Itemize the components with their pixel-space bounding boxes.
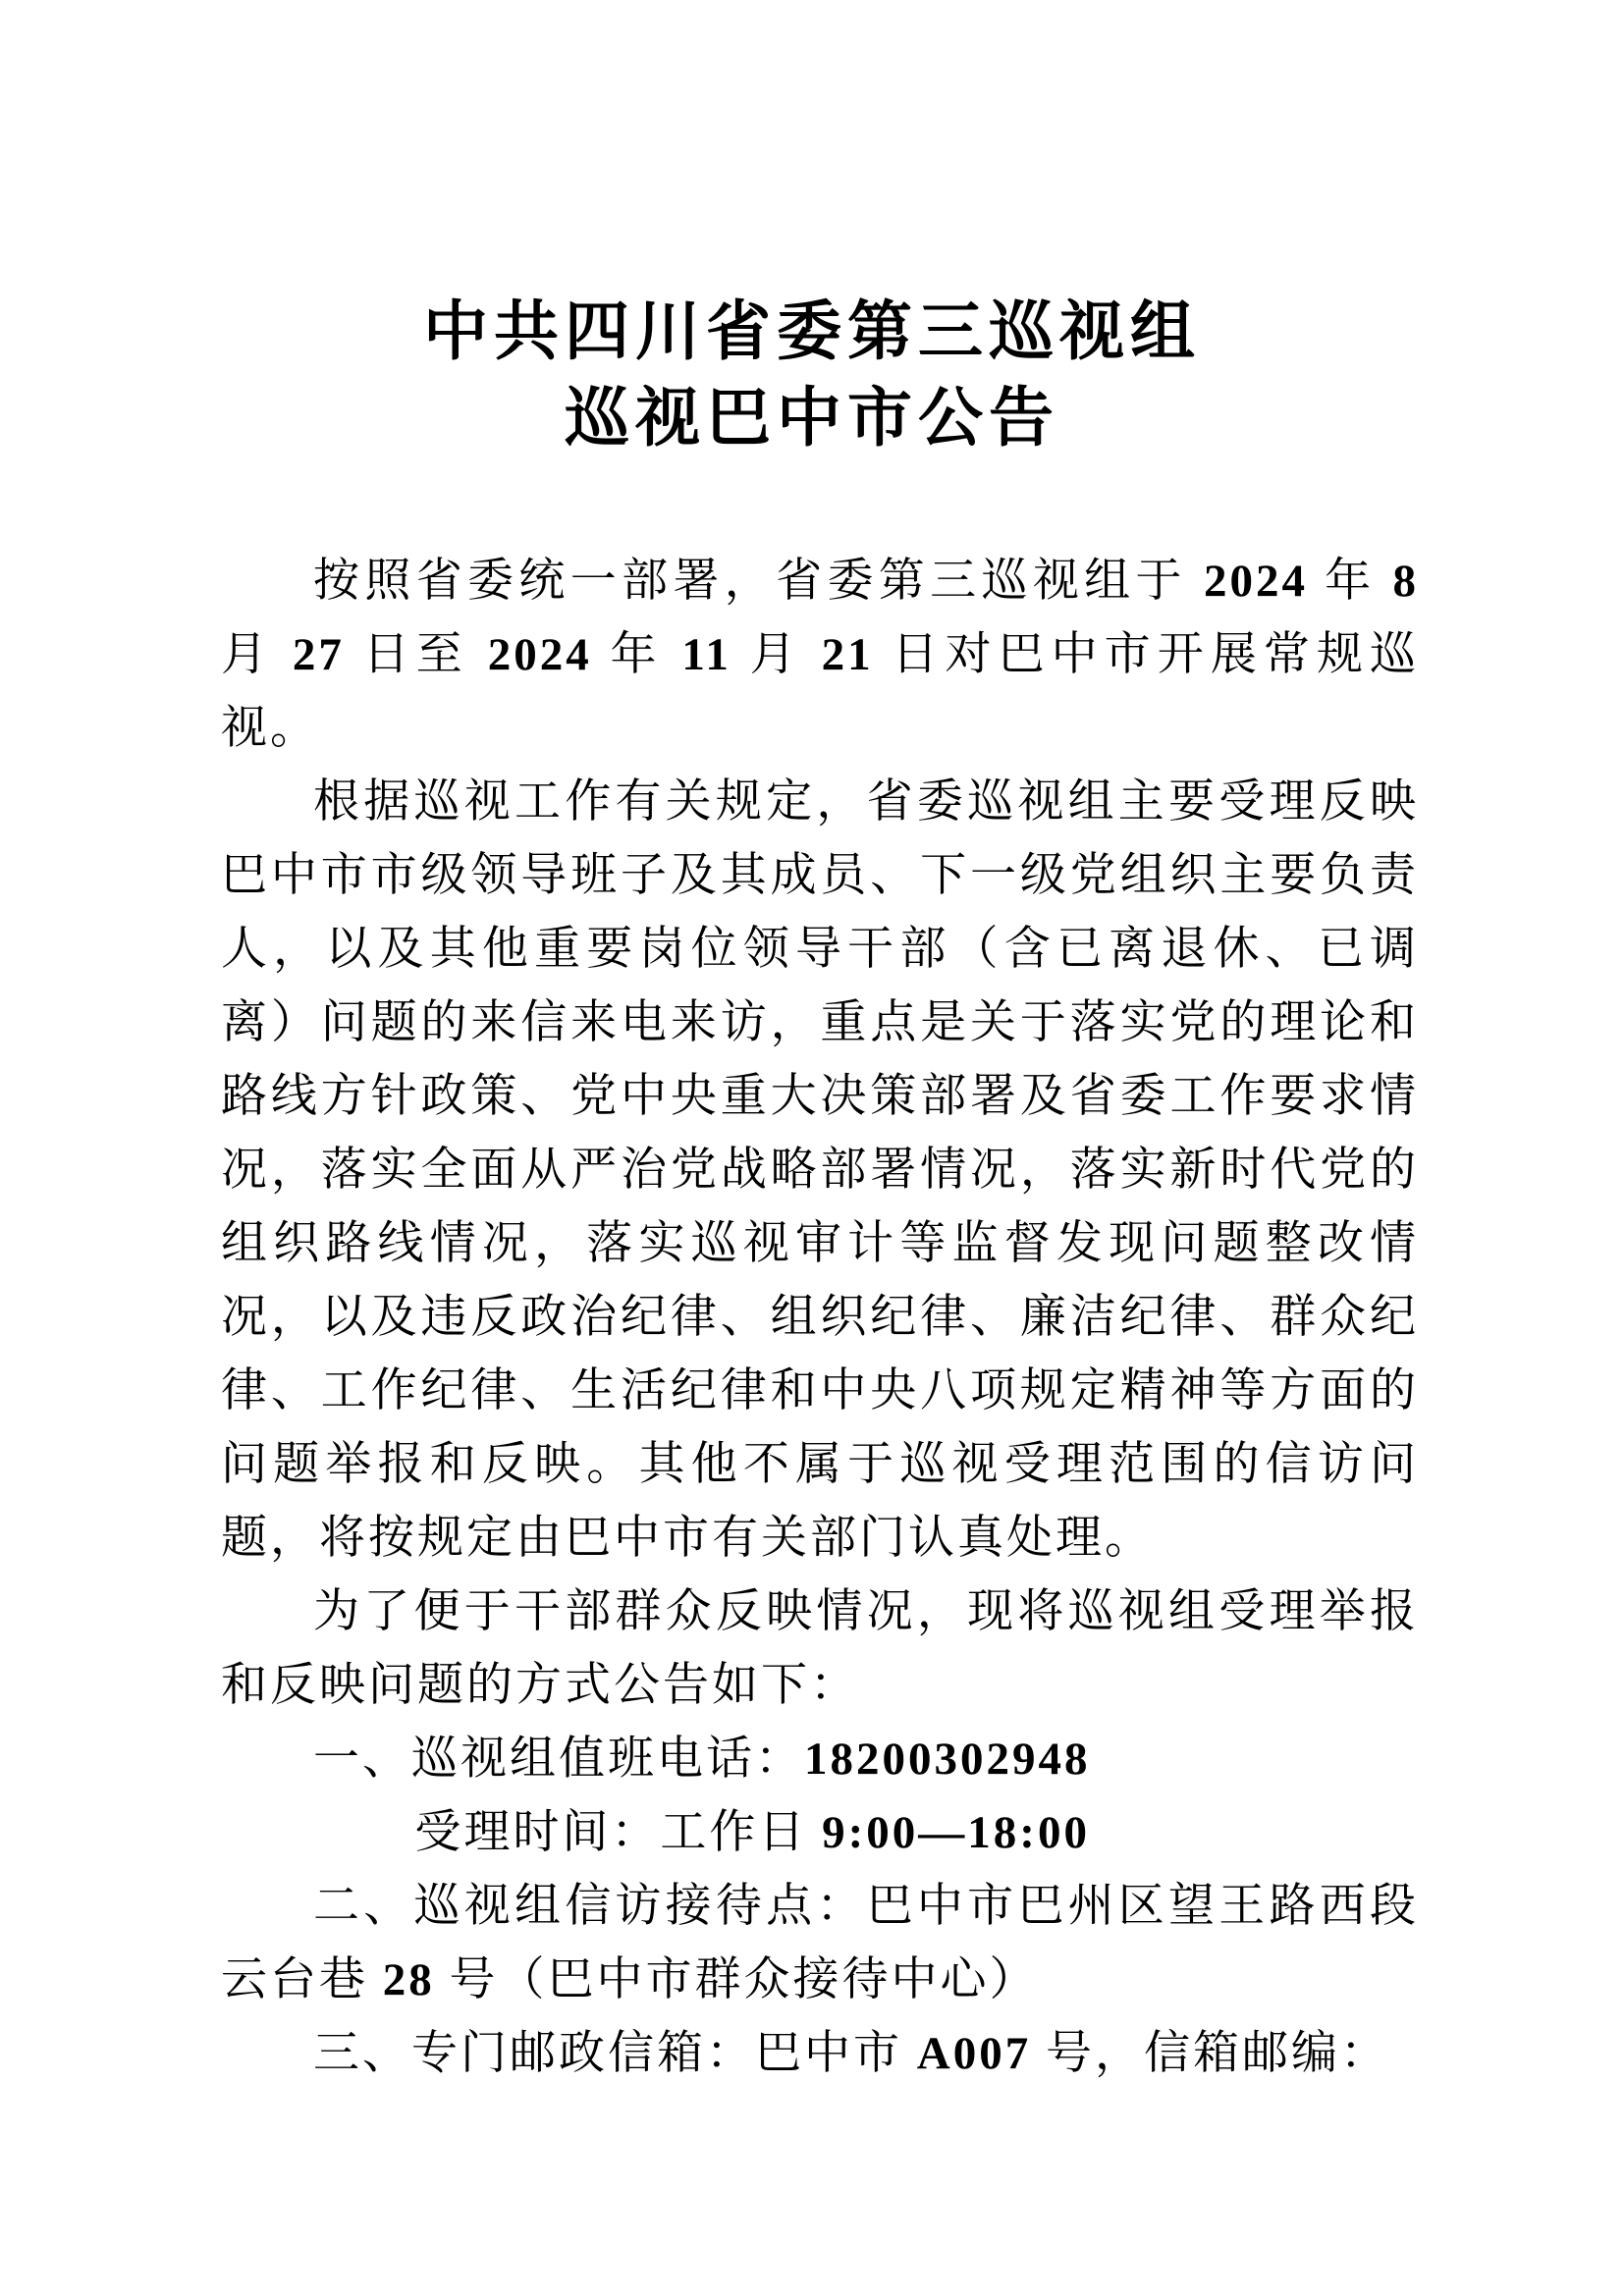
title-line-2: 巡视巴中市公告 [565, 383, 1059, 454]
schedule-text-run: 日至 [344, 629, 488, 680]
mailbox-label: 三、专门邮政信箱：巴中市 [313, 2028, 917, 2079]
schedule-text-run: 日对巴中市开展常规巡视。 [221, 629, 1420, 754]
schedule-text-run: 年 [1307, 556, 1393, 607]
item-mailbox [221, 2017, 1419, 2091]
schedule-text-run: 月 [731, 629, 822, 680]
visit-address-suffix: 号（巴中市群众接待中心） [434, 1954, 1039, 2005]
paragraph-schedule [221, 545, 1419, 766]
visit-address-text: 二、巡视组信访接待点：巴中市巴州区望王路西段云台巷 [221, 1881, 1419, 2005]
end-day: 21 [821, 629, 874, 680]
item-duty-phone [221, 1723, 1419, 1796]
end-year: 2024 [487, 629, 592, 680]
reception-hours-value: 9:00—18:00 [822, 1807, 1090, 1858]
title-line-1: 中共四川省委第三巡视组 [423, 296, 1201, 368]
methods-intro-text: 为了便于干部群众反映情况，现将巡视组受理举报和反映问题的方式公告如下： [221, 1586, 1419, 1711]
schedule-text-run: 按照省委统一部署，省委第三巡视组于 [313, 556, 1204, 607]
paragraph-methods-intro [221, 1575, 1419, 1723]
start-day: 27 [292, 629, 345, 680]
end-month: 11 [681, 629, 731, 680]
duty-phone-number: 18200302948 [804, 1734, 1091, 1785]
start-month: 8 [1392, 556, 1420, 607]
reception-hours-label: 受理时间：工作日 [414, 1807, 823, 1858]
scope-text: 根据巡视工作有关规定，省委巡视组主要受理反映巴中市市级领导班子及其成员、下一级党组织主要负责人，以及其他重要岗位领导干部（含已离退休、已调离）问题的来信来电来访，重点是关于落实党的理论和路线方针政策、党中央重大决策部署及省委工作要求情况，落实全面从严治党战略部署情况，落实新时代党的组织路线情况，落实巡视审计等监督发现问题整改情况，以及违反政治纪律、组织纪律、廉洁纪律、群众纪律、工作纪律、生活纪律和中央八项规定精神等方面的问题举报和反映。其他不属于巡视受理范围的信访问题，将按规定由巴中市有关部门认真处理。 [221, 776, 1419, 1564]
schedule-text-run: 月 [221, 629, 293, 680]
paragraph-scope [221, 766, 1419, 1575]
document-body [221, 545, 1419, 2091]
item-reception-hours [221, 1796, 1419, 1870]
mailbox-number: A007 [916, 2028, 1032, 2079]
schedule-text-run: 年 [591, 629, 682, 680]
item-visit-address [221, 1870, 1419, 2017]
document-title [0, 290, 1624, 462]
start-year: 2024 [1203, 556, 1308, 607]
street-number: 28 [382, 1954, 435, 2005]
duty-phone-label: 一、巡视组值班电话： [313, 1734, 804, 1785]
mailbox-suffix: 号，信箱邮编： [1031, 2028, 1389, 2079]
